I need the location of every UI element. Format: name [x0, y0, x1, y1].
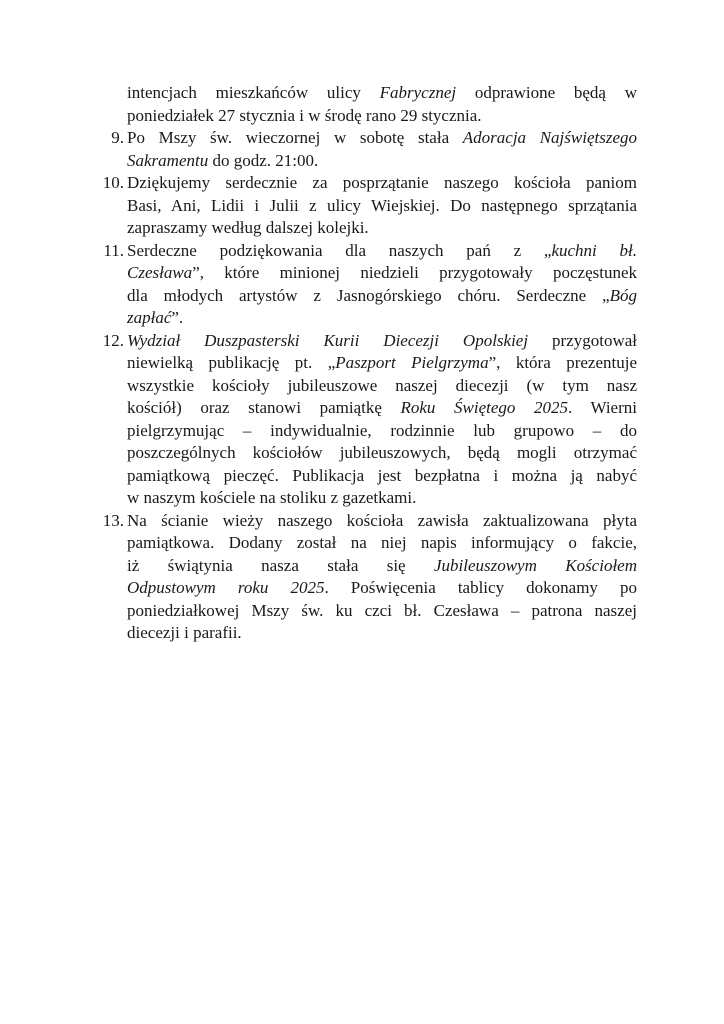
list-number: 9.	[111, 128, 124, 147]
text-line	[127, 105, 637, 128]
text-line	[127, 127, 637, 150]
text-run: iż świątynia nasza stała się	[127, 555, 434, 575]
text-line	[127, 555, 637, 578]
text-run: zapraszamy według dalszej kolejki.	[127, 218, 369, 237]
list-number: 12.	[102, 330, 124, 350]
text-line	[127, 240, 637, 263]
text-run: Serdeczne podziękowania dla naszych pań z „	[127, 240, 552, 260]
text-line	[127, 510, 637, 533]
text-run: poniedziałkowej Mszy św. ku czci bł. Czesława – patrona naszej	[127, 600, 637, 620]
text-run: niewielką publikację pt. „	[127, 353, 336, 372]
list-number: 13.	[102, 510, 124, 530]
text-run: pamiątkowa. Dodany został na niej napis informujący o fakcie,	[127, 533, 637, 552]
continuation-paragraph	[127, 82, 637, 127]
text-run: poniedziałek 27 stycznia i w środę rano 29 stycznia.	[127, 105, 482, 125]
text-line	[127, 330, 637, 353]
text-line	[127, 150, 637, 173]
text-line	[127, 622, 637, 645]
text-run: dla młodych artystów z Jasnogórskiego chóru. Serdeczne „	[127, 285, 610, 305]
text-run: intencjach mieszkańców ulicy	[127, 83, 380, 102]
announcement-list	[102, 82, 637, 645]
text-line	[127, 307, 637, 330]
text-line	[127, 375, 637, 398]
text-run: . Wierni	[567, 398, 637, 417]
text-line	[127, 217, 637, 240]
italic-text-run: Roku Świętego 2025	[400, 398, 568, 417]
text-line	[127, 420, 637, 443]
text-run: Dziękujemy serdecznie za posprzątanie naszego kościoła paniom	[127, 173, 637, 192]
list-number: 11.	[103, 240, 124, 260]
text-line	[127, 577, 637, 600]
italic-text-run: Adoracja Najświętszego	[462, 128, 637, 147]
text-run: Na ścianie wieży naszego kościoła zawisła zaktualizowana płyta	[127, 510, 637, 530]
list-item-10	[102, 172, 637, 240]
text-line	[127, 465, 637, 488]
text-line	[127, 352, 637, 375]
italic-text-run: Odpustowym roku 2025	[127, 578, 325, 597]
list-item-13	[102, 510, 637, 645]
text-run: w naszym kościele na stoliku z gazetkami.	[127, 488, 417, 507]
text-run: pamiątkową pieczęć. Publikacja jest bezpłatna i można ją nabyć	[127, 465, 637, 485]
text-line	[127, 172, 637, 195]
italic-text-run: Czesława	[127, 263, 193, 282]
list-item-11	[103, 240, 637, 330]
italic-text-run: Fabrycznej	[379, 83, 457, 102]
text-run: Po Mszy św. wieczornej w sobotę stała	[127, 128, 463, 147]
text-line	[127, 82, 637, 105]
text-run: . Poświęcenia tablicy dokonamy po	[324, 578, 637, 597]
text-run: kościół) oraz stanowi pamiątkę	[127, 398, 401, 417]
text-run: ”.	[171, 308, 184, 327]
list-number: 10.	[102, 173, 124, 192]
text-run: do godz. 21:00.	[208, 150, 319, 170]
text-run: poszczególnych kościołów jubileuszowych, będą mogli otrzymać	[127, 443, 637, 462]
text-run: ”, która prezentuje	[488, 353, 637, 372]
italic-text-run: Bóg	[609, 285, 637, 305]
text-run: przygotował	[528, 330, 637, 350]
text-run: Basi, Ani, Lidii i Julii z ulicy Wiejskiej. Do następnego sprzątania	[127, 195, 637, 215]
text-line	[127, 442, 637, 465]
list-item-9	[111, 127, 637, 172]
text-line	[127, 487, 637, 510]
text-line	[127, 285, 637, 308]
text-line	[127, 532, 637, 555]
italic-text-run: kuchni bł.	[551, 240, 637, 260]
italic-text-run: Wydział Duszpasterski Kurii Diecezji Opolskiej	[127, 330, 529, 350]
text-line	[127, 195, 637, 218]
text-line	[127, 262, 637, 285]
text-run: pielgrzymując – indywidualnie, rodzinnie lub grupowo – do	[127, 420, 637, 440]
italic-text-run: zapłać	[127, 308, 172, 327]
list-item-12	[102, 330, 637, 510]
italic-text-run: Jubileuszowym Kościołem	[433, 555, 637, 575]
italic-text-run: Paszport Pielgrzyma	[335, 353, 489, 372]
text-line	[127, 600, 637, 623]
text-line	[127, 397, 637, 420]
text-run: odprawione będą w	[456, 83, 637, 102]
text-run: wszystkie kościoły jubileuszowe naszej diecezji (w tym nasz	[127, 375, 637, 395]
text-run: ”, które minionej niedzieli przygotowały poczęstunek	[192, 263, 637, 282]
text-run: diecezji i parafii.	[127, 623, 242, 642]
italic-text-run: Sakramentu	[127, 150, 209, 170]
